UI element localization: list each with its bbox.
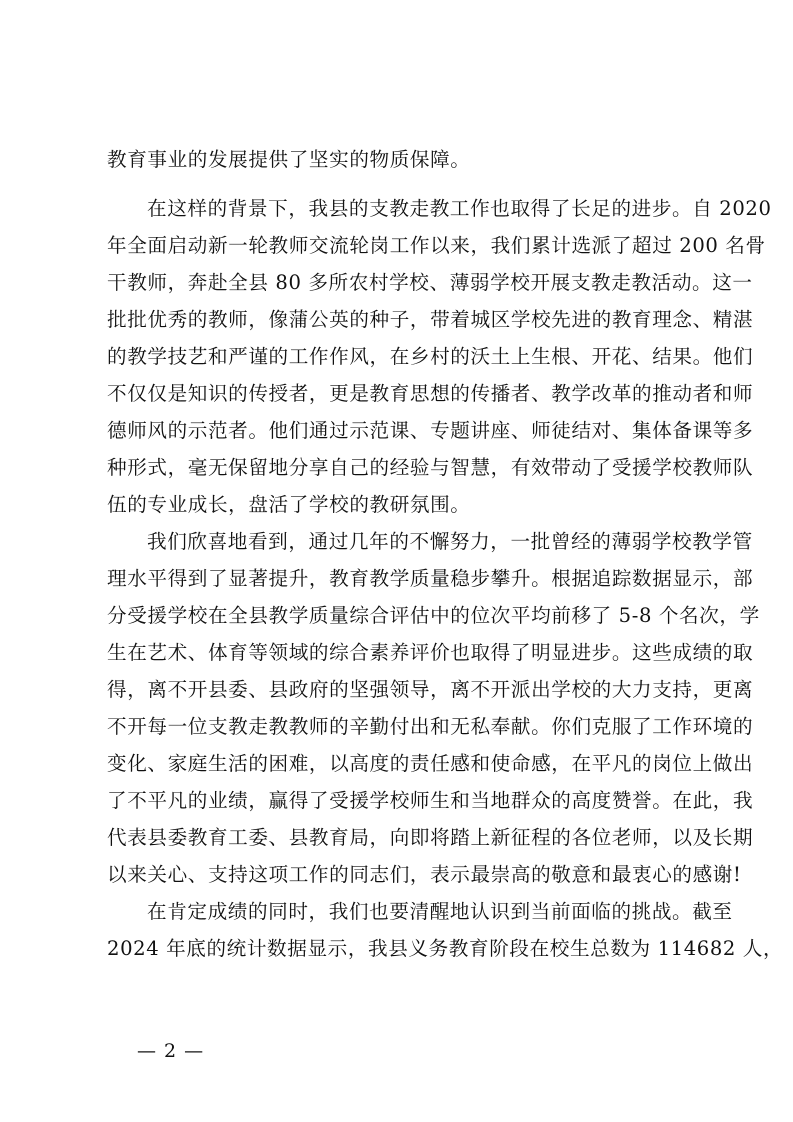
text-line: 得，离不开县委、县政府的坚强领导，离不开派出学校的大力支持，更离 <box>107 678 754 701</box>
text-line: 以来关心、支持这项工作的同志们，表示最崇高的敬意和最衷心的感谢! <box>107 863 742 886</box>
text-line: 理水平得到了显著提升，教育教学质量稳步攀升。根据追踪数据显示，部 <box>107 567 754 590</box>
text-line: 了不平凡的业绩，赢得了受援学校师生和当地群众的高度赞誉。在此，我 <box>107 789 754 812</box>
paragraph-first-line: 在这样的背景下，我县的支教走教工作也取得了长足的进步。自 2020 <box>147 197 772 220</box>
text-line: 德师风的示范者。他们通过示范课、专题讲座、师徒结对、集体备课等多 <box>107 419 754 442</box>
text-line: 代表县委教育工委、县教育局，向即将踏上新征程的各位老师，以及长期 <box>107 826 754 849</box>
paragraph-first-line: 在肯定成绩的同时，我们也要清醒地认识到当前面临的挑战。截至 <box>147 900 733 923</box>
text-line: 2024 年底的统计数据显示，我县义务教育阶段在校生总数为 114682 人， <box>107 937 784 960</box>
text-line: 教育事业的发展提供了坚实的物质保障。 <box>107 148 471 171</box>
text-line: 干教师，奔赴全县 80 多所农村学校、薄弱学校开展支教走教活动。这一 <box>107 271 753 294</box>
text-line: 不开每一位支教走教教师的辛勤付出和无私奉献。你们克服了工作环境的 <box>107 715 754 738</box>
text-line: 不仅仅是知识的传授者，更是教育思想的传播者、教学改革的推动者和师 <box>107 382 754 405</box>
text-line: 变化、家庭生活的困难，以高度的责任感和使命感，在平凡的岗位上做出 <box>107 752 754 775</box>
text-line: 的教学技艺和严谨的工作作风，在乡村的沃土上生根、开花、结果。他们 <box>107 345 754 368</box>
text-line: 批批优秀的教师，像蒲公英的种子，带着城区学校先进的教育理念、精湛 <box>107 308 754 331</box>
text-line: 年全面启动新一轮教师交流轮岗工作以来，我们累计选派了超过 200 名骨 <box>107 234 766 257</box>
text-line: 伍的专业成长，盘活了学校的教研氛围。 <box>107 493 471 516</box>
text-line: 分受援学校在全县教学质量综合评估中的位次平均前移了 5-8 个名次，学 <box>107 604 760 627</box>
text-line: 种形式，毫无保留地分享自己的经验与智慧，有效带动了受援学校教师队 <box>107 456 754 479</box>
text-line: 生在艺术、体育等领域的综合素养评价也取得了明显进步。这些成绩的取 <box>107 641 754 664</box>
page-number: — 2 — <box>137 1040 205 1062</box>
paragraph-first-line: 我们欣喜地看到，通过几年的不懈努力，一批曾经的薄弱学校教学管 <box>147 530 753 553</box>
